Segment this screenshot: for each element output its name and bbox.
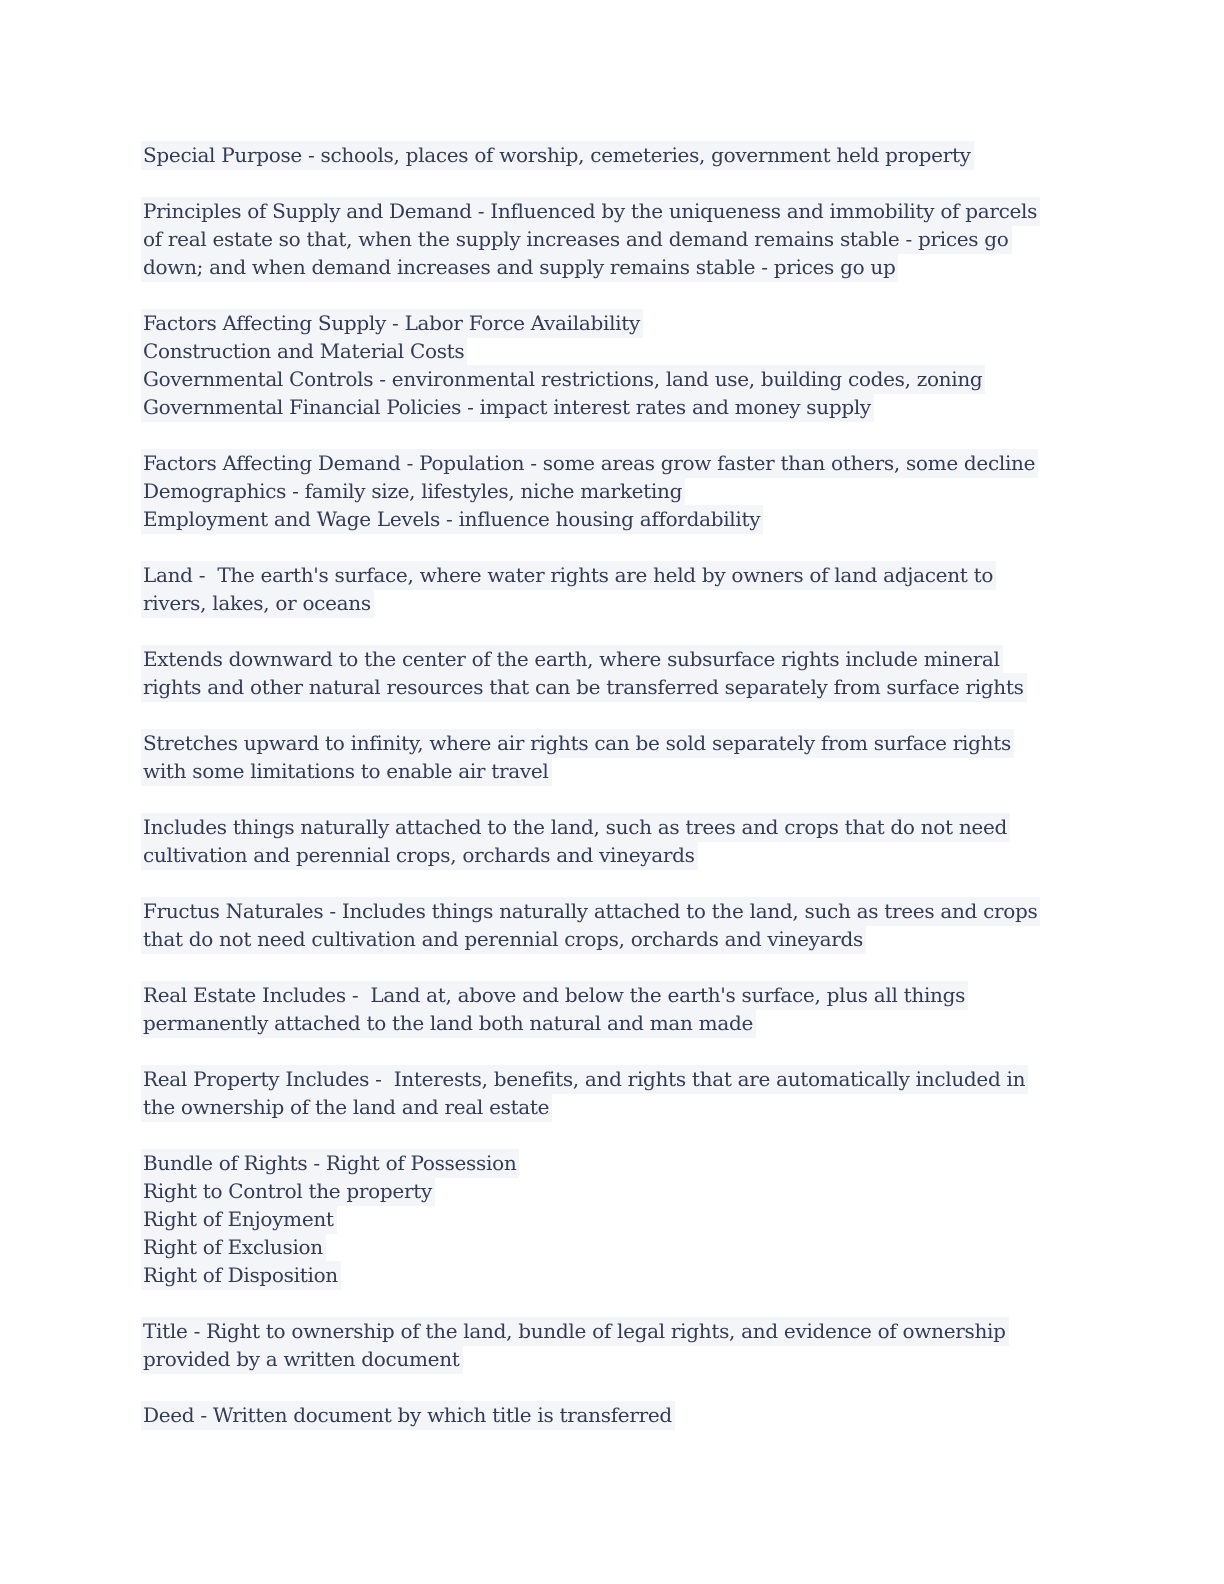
highlighted-text: Demographics - family size, lifestyles, niche marketing [141, 477, 685, 506]
text-line [143, 337, 1103, 365]
highlighted-text: Principles of Supply and Demand - Influenced by the uniqueness and immobility of parcels [141, 197, 1040, 226]
text-line [143, 925, 1103, 953]
paragraph [143, 645, 1103, 701]
highlighted-text: Special Purpose - schools, places of worship, cemeteries, government held property [141, 141, 974, 170]
paragraph [143, 1401, 1103, 1429]
text-line [143, 393, 1103, 421]
text-line [143, 505, 1103, 533]
paragraph [143, 1149, 1103, 1289]
highlighted-text: Right to Control the property [141, 1177, 435, 1206]
highlighted-text: Construction and Material Costs [141, 337, 467, 366]
text-line [143, 1205, 1103, 1233]
highlighted-text: Fructus Naturales - Includes things naturally attached to the land, such as trees and crops [141, 897, 1040, 926]
text-line [143, 225, 1103, 253]
paragraph [143, 1317, 1103, 1373]
highlighted-text: Title - Right to ownership of the land, bundle of legal rights, and evidence of ownership [141, 1317, 1009, 1346]
highlighted-text: cultivation and perennial crops, orchards and vineyards [141, 841, 698, 870]
paragraph [143, 897, 1103, 953]
highlighted-text: Bundle of Rights - Right of Possession [141, 1149, 519, 1178]
text-line [143, 1261, 1103, 1289]
highlighted-text: Land - The earth's surface, where water rights are held by owners of land adjacent to [141, 561, 996, 590]
text-line [143, 1345, 1103, 1373]
text-line [143, 1177, 1103, 1205]
text-line [143, 897, 1103, 925]
highlighted-text: Governmental Financial Policies - impact interest rates and money supply [141, 393, 874, 422]
text-line [143, 1009, 1103, 1037]
highlighted-text: rights and other natural resources that can be transferred separately from surface rights [141, 673, 1027, 702]
text-line [143, 841, 1103, 869]
text-line [143, 1401, 1103, 1429]
text-line [143, 645, 1103, 673]
paragraph [143, 561, 1103, 617]
document-body [143, 141, 1103, 1429]
highlighted-text: Right of Exclusion [141, 1233, 326, 1262]
highlighted-text: of real estate so that, when the supply increases and demand remains stable - prices go [141, 225, 1012, 254]
text-line [143, 1149, 1103, 1177]
text-line [143, 981, 1103, 1009]
highlighted-text: Right of Disposition [141, 1261, 341, 1290]
text-line [143, 1233, 1103, 1261]
highlighted-text: Deed - Written document by which title is transferred [141, 1401, 675, 1430]
highlighted-text: Governmental Controls - environmental restrictions, land use, building codes, zoning [141, 365, 985, 394]
text-line [143, 477, 1103, 505]
highlighted-text: Extends downward to the center of the earth, where subsurface rights include mineral [141, 645, 1003, 674]
paragraph [143, 729, 1103, 785]
text-line [143, 589, 1103, 617]
paragraph [143, 197, 1103, 281]
highlighted-text: permanently attached to the land both natural and man made [141, 1009, 756, 1038]
text-line [143, 813, 1103, 841]
text-line [143, 729, 1103, 757]
text-line [143, 1317, 1103, 1345]
paragraph [143, 813, 1103, 869]
highlighted-text: Stretches upward to infinity, where air rights can be sold separately from surface rights [141, 729, 1014, 758]
text-line [143, 449, 1103, 477]
highlighted-text: rivers, lakes, or oceans [141, 589, 374, 618]
highlighted-text: the ownership of the land and real estate [141, 1093, 552, 1122]
highlighted-text: Employment and Wage Levels - influence housing affordability [141, 505, 763, 534]
paragraph [143, 449, 1103, 533]
highlighted-text: Real Property Includes - Interests, benefits, and rights that are automatically included in [141, 1065, 1028, 1094]
highlighted-text: with some limitations to enable air travel [141, 757, 552, 786]
highlighted-text: Factors Affecting Demand - Population - some areas grow faster than others, some decline [141, 449, 1038, 478]
paragraph [143, 981, 1103, 1037]
text-line [143, 757, 1103, 785]
highlighted-text: Real Estate Includes - Land at, above and below the earth's surface, plus all things [141, 981, 968, 1010]
text-line [143, 673, 1103, 701]
highlighted-text: Right of Enjoyment [141, 1205, 337, 1234]
highlighted-text: that do not need cultivation and perennial crops, orchards and vineyards [141, 925, 866, 954]
paragraph [143, 1065, 1103, 1121]
paragraph [143, 141, 1103, 169]
text-line [143, 309, 1103, 337]
highlighted-text: provided by a written document [141, 1345, 463, 1374]
highlighted-text: Factors Affecting Supply - Labor Force Availability [141, 309, 643, 338]
text-line [143, 561, 1103, 589]
paragraph [143, 309, 1103, 421]
text-line [143, 365, 1103, 393]
highlighted-text: Includes things naturally attached to the land, such as trees and crops that do not need [141, 813, 1010, 842]
text-line [143, 197, 1103, 225]
text-line [143, 1065, 1103, 1093]
highlighted-text: down; and when demand increases and supply remains stable - prices go up [141, 253, 898, 282]
text-line [143, 141, 1103, 169]
text-line [143, 253, 1103, 281]
text-line [143, 1093, 1103, 1121]
